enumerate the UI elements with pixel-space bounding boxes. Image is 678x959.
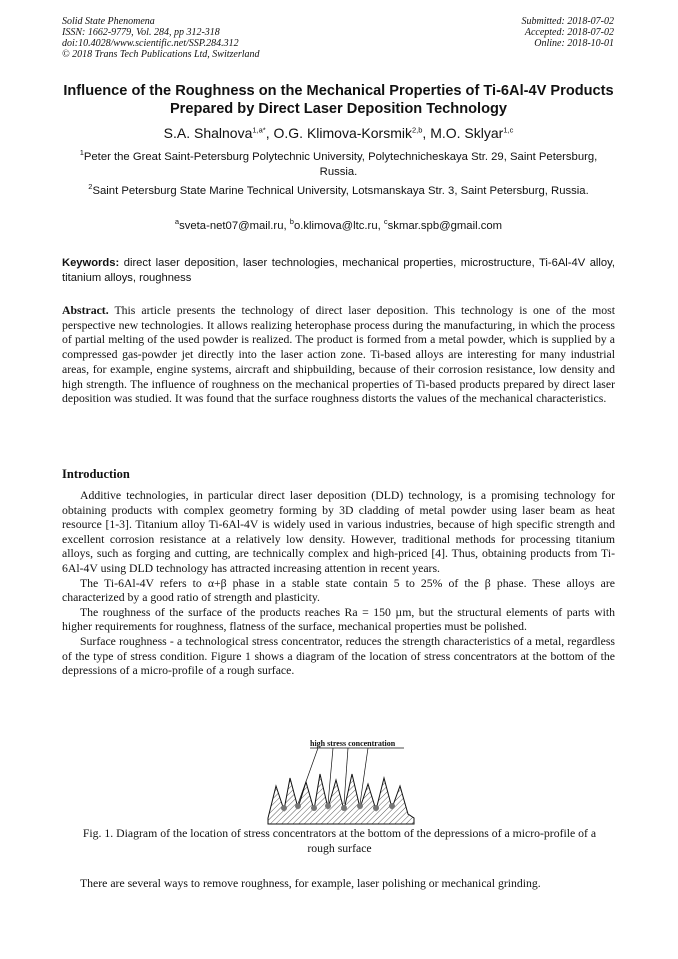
paragraph: The roughness of the surface of the products reaches Ra = 150 µm, but the structural elements of parts with higher requirements for roughness, flatness of the surface, mechanical properties must be polished. — [62, 605, 615, 634]
journal-header — [62, 16, 260, 60]
affiliation-2 — [62, 184, 615, 199]
roughness-diagram — [258, 734, 424, 830]
paper-title: Influence of the Roughness on the Mechanical Properties of Ti-6Al-4V Products Prepared by Direct Laser Deposition Technology — [63, 83, 614, 117]
email-sup: a — [174, 217, 180, 227]
accepted-date: Accepted: 2018-07-02 — [524, 27, 614, 38]
email-link[interactable]: sveta-net07@mail.ru — [179, 220, 284, 232]
paragraph: Surface roughness - a technological stress concentrator, reduces the strength characteristics of a metal, regardless of the type of stress condition. Figure 1 shows a diagram of the location of stress concentrators at the bottom of the depressions of a micro-profile of a rough surface. — [62, 634, 615, 678]
paragraph: The Ti-6Al-4V refers to α+β phase in a stable state contain 5 to 25% of the β phase. These alloys are characterized by a good ratio of strength and plasticity. — [62, 576, 615, 605]
journal-name: Solid State Phenomena — [62, 16, 155, 27]
affiliation-1 — [62, 150, 615, 180]
affiliation-sup: 1 — [79, 148, 84, 158]
author-name: S.A. Shalnova — [163, 125, 253, 141]
keywords-label: Keywords: — [62, 257, 120, 269]
online-date: Online: 2018-10-01 — [534, 38, 614, 49]
paragraph: There are several ways to remove roughness, for example, laser polishing or mechanical grinding. — [80, 877, 541, 890]
author-name: M.O. Sklyar — [430, 125, 504, 141]
email-sup: b — [289, 217, 294, 227]
affiliation-text: Saint Petersburg State Marine Technical University, Lotsmanskaya Str. 3, Saint Petersburg, Russia. — [92, 185, 589, 197]
submitted-date: Submitted: 2018-07-02 — [521, 16, 614, 27]
abstract-text: This article presents the technology of direct laser deposition. This technology is one of the most perspective new technologies. It allows realizing heterophase process during the manufacturing, in which the process of partial melting of the used powder is realized. The product is formed from a metal powder, which is supplied by a compressed gas-powder jet directly into the laser action zone. Ti-based alloys are interesting for many industrial areas, for example, engine systems, aircraft and shipbuilding, because of their corrosion resistance, low density and high strength. The influence of roughness on the mechanical properties of Ti-based products prepared by direct laser deposition was studied. It was found that the surface roughness distorts the values of the mechanical characteristics. — [62, 304, 615, 406]
paragraph: Additive technologies, in particular direct laser deposition (DLD) technology, is a promising technology for obtaining products with complex geometry forming by 3D cladding of metal powder using laser beam as heat resource [1-3]. Titanium alloy Ti-6Al-4V is widely used in various industries, because of high specific strength and excellent corrosion resistance at a relatively low density. However, traditional methods for processing titanium alloys, such as forging and cutting, are technically complex and high-priced [4]. Thus, obtaining products from Ti-6Al-4V using DLD technology has attracted increasing attention in recent years. — [62, 489, 615, 575]
figure-caption: Fig. 1. Diagram of the location of stress concentrators at the bottom of the depressions of a micro-profile of a rough surface — [82, 827, 597, 855]
figure-label: high stress concentration — [310, 739, 396, 748]
keywords — [62, 256, 615, 286]
author-sup: 1,c — [503, 125, 514, 135]
email-link[interactable]: o.klimova@ltc.ru — [293, 220, 378, 232]
author-name: O.G. Klimova-Korsmik — [273, 125, 412, 141]
email-sup: c — [383, 217, 388, 227]
dates-header — [522, 16, 615, 49]
journal-copyright: © 2018 Trans Tech Publications Ltd, Switzerland — [62, 49, 260, 60]
author-sup: 1,a* — [252, 125, 266, 135]
email-list: $^a$sveta-net07@mail.ru, $^b$o.klimova@ltc.ru, $^c$skmar.spb@gmail.com — [174, 217, 503, 232]
section-title: Introduction — [62, 467, 130, 481]
affiliation-sup: 2 — [88, 182, 93, 192]
abstract — [62, 304, 615, 407]
author-sup: 2,b — [411, 125, 423, 135]
affiliation-text: Peter the Great Saint-Petersburg Polytechnic University, Polytechnicheskaya Str. 29, Saint Petersburg, Russia. — [83, 151, 598, 178]
keywords-text: direct laser deposition, laser technologies, mechanical properties, microstructure, Ti-6Al-4V alloy, titanium alloys, roughness — [62, 257, 615, 284]
journal-doi: doi:10.4028/www.scientific.net/SSP.284.312 — [62, 38, 239, 49]
author-list: S.A. Shalnova$^{1,a*}$, O.G. Klimova-Korsmik$^{2,b}$, M.O. Sklyar$^{1,c}$ — [163, 125, 514, 141]
journal-issn: ISSN: 1662-9779, Vol. 284, pp 312-318 — [62, 27, 220, 38]
email-link[interactable]: skmar.spb@gmail.com — [387, 220, 503, 232]
abstract-label: Abstract. — [62, 304, 109, 317]
introduction-body — [62, 489, 615, 679]
rough-profile — [268, 774, 414, 824]
closing-text — [62, 877, 615, 892]
